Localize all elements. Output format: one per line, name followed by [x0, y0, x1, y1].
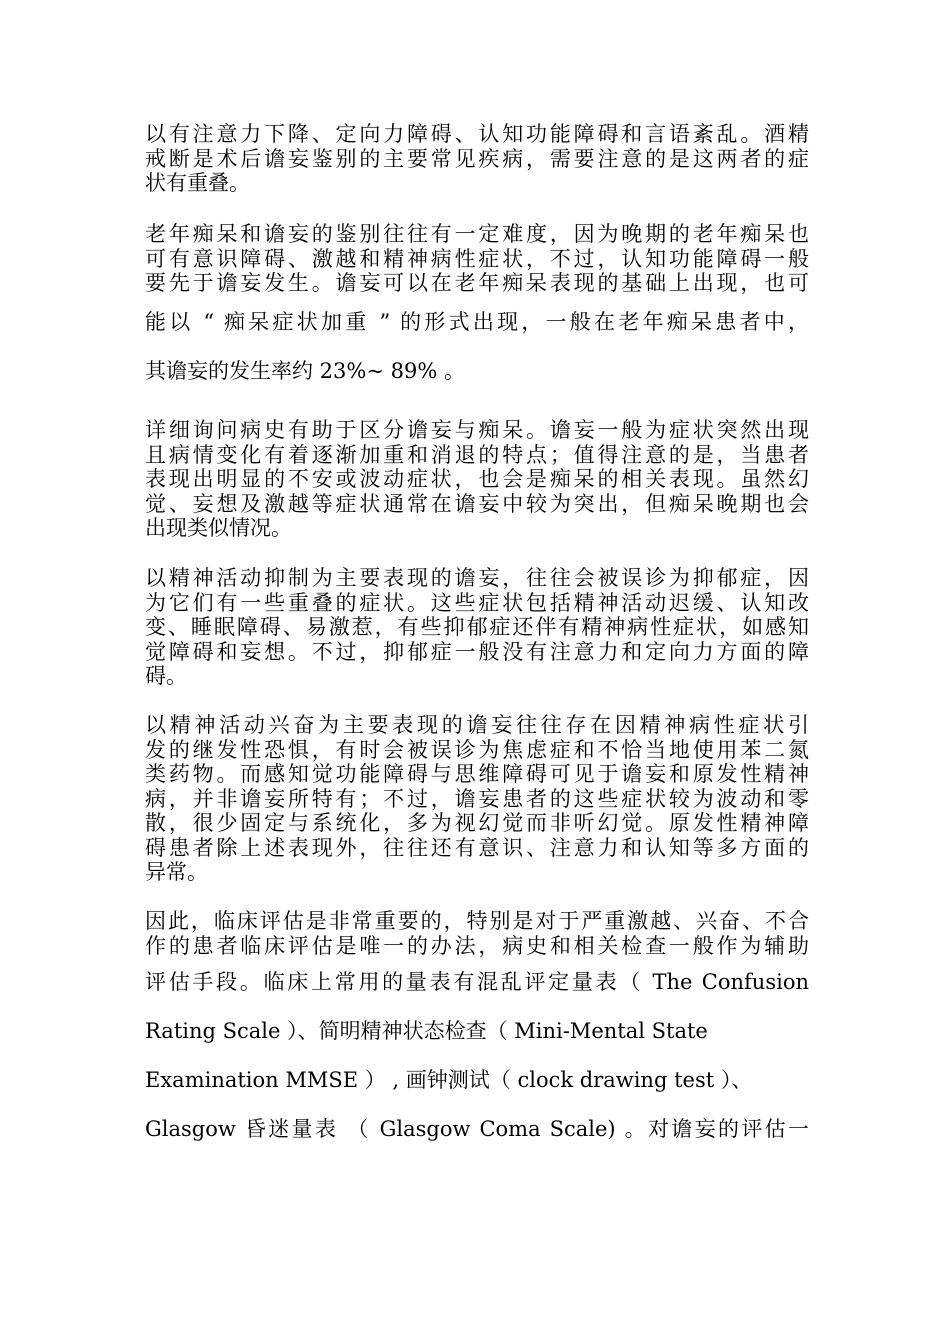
text-line: Rating Scale ）、简明精神状态检查（ Mini-Mental State — [145, 1019, 708, 1043]
text-line: 碍患者除上述表现外，往往还有意识、注意力和认知等多方面的 — [145, 835, 809, 860]
paragraph-2 — [145, 222, 809, 296]
paragraph-3 — [145, 418, 809, 541]
text-line: 变、睡眠障碍、易激惹，有些抑郁症还伴有精神病性症状，如感知 — [145, 615, 809, 639]
text-line: 可有意识障碍、激越和精神病性症状，不过，认知功能障碍一般 — [145, 246, 809, 271]
text-line: Examination MMSE ） , 画钟测试（ clock drawing test ）、 — [145, 1068, 753, 1092]
paragraph-1 — [145, 122, 809, 196]
paragraph-5 — [145, 713, 809, 885]
paragraph-2-continued — [145, 298, 809, 396]
text-line: 评估手段。临床上常用的量表有混乱评定量表（ The Confusion — [145, 970, 809, 994]
text-line: Glasgow 昏迷量表 （ Glasgow Coma Scale) 。对谵妄的评估一 — [145, 1117, 809, 1141]
paragraph-6 — [145, 909, 809, 958]
text-line: 能以 “ 痴呆症状加重 ” 的形式出现，一般在老年痴呆患者中， — [145, 310, 809, 334]
text-line: 老年痴呆和谵妄的鉴别往往有一定难度，因为晚期的老年痴呆也 — [145, 222, 809, 246]
text-line: 详细询问病史有助于区分谵妄与痴呆。谵妄一般为症状突然出现 — [145, 418, 809, 442]
text-line: 病，并非谵妄所特有；不过，谵妄患者的这些症状较为波动和零 — [145, 786, 809, 811]
text-line: 出现类似情况。 — [145, 516, 292, 540]
text-line: 类药物。而感知觉功能障碍与思维障碍可见于谵妄和原发性精神 — [145, 762, 809, 786]
text-line: 散，很少固定与系统化，多为视幻觉而非听幻觉。原发性精神障 — [145, 811, 809, 835]
text-line: 碍。 — [145, 664, 187, 688]
text-line: 因此，临床评估是非常重要的，特别是对于严重激越、兴奋、不合 — [145, 909, 809, 933]
paragraph-6-continued — [145, 958, 809, 1154]
text-line: 觉、妄想及激越等症状通常在谵妄中较为突出，但痴呆晚期也会 — [145, 491, 809, 516]
text-line: 表现出明显的不安或波动症状，也会是痴呆的相关表现。虽然幻 — [145, 467, 809, 491]
text-line: 异常。 — [145, 860, 208, 884]
text-line: 觉障碍和妄想。不过，抑郁症一般没有注意力和定向力方面的障 — [145, 639, 809, 664]
text-line: 要先于谵妄发生。谵妄可以在老年痴呆表现的基础上出现，也可 — [145, 271, 809, 295]
text-line: 戒断是术后谵妄鉴别的主要常见疾病，需要注意的是这两者的症 — [145, 146, 809, 171]
text-line: 以精神活动抑制为主要表现的谵妄，往往会被误诊为抑郁症，因 — [145, 566, 809, 590]
paragraph-4 — [145, 566, 809, 689]
text-line: 状有重叠。 — [145, 171, 250, 195]
text-line: 作的患者临床评估是唯一的办法，病史和相关检查一般作为辅助 — [145, 933, 809, 958]
text-line: 为它们有一些重叠的症状。这些症状包括精神活动迟缓、认知改 — [145, 590, 809, 615]
text-line: 以有注意力下降、定向力障碍、认知功能障碍和言语紊乱。酒精 — [145, 122, 809, 146]
text-line: 且病情变化有着逐渐加重和消退的特点；值得注意的是，当患者 — [145, 442, 809, 467]
text-line: 以精神活动兴奋为主要表现的谵妄往往存在因精神病性症状引 — [145, 713, 809, 737]
text-line: 其谵妄的发生率约 23%~ 89% 。 — [145, 359, 465, 383]
text-line: 发的继发性恐惧，有时会被误诊为焦虑症和不恰当地使用苯二氮 — [145, 737, 809, 762]
